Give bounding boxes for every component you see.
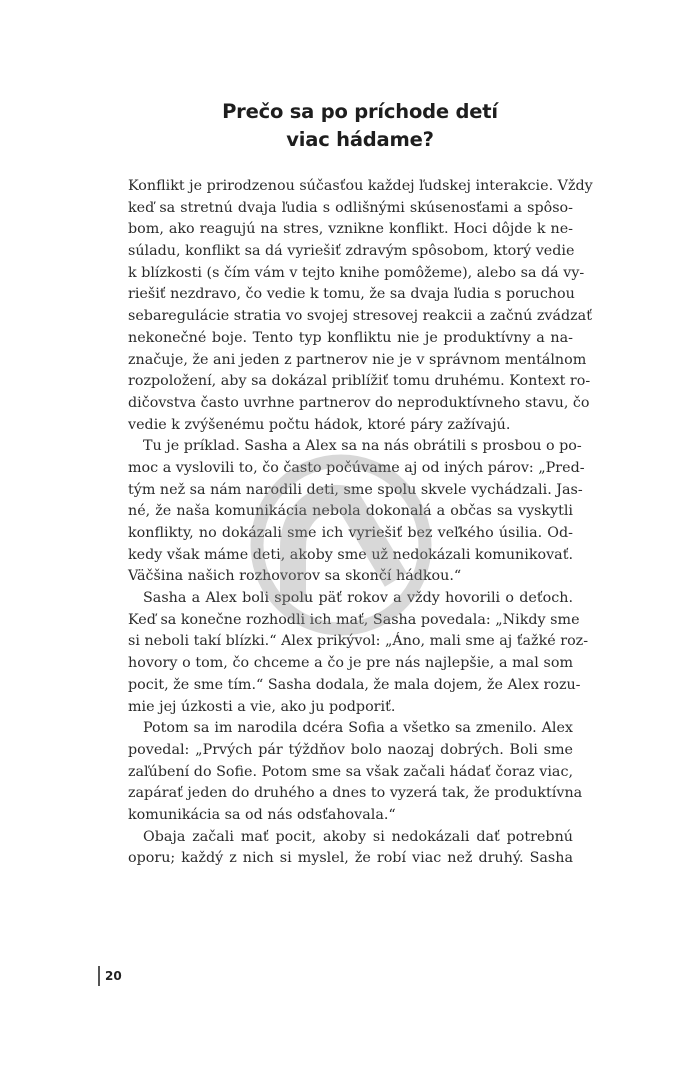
body-line: vedie k zvýšenému počtu hádok, ktoré páry zažívajú. — [128, 416, 511, 433]
body-line: nekonečné boje. Tento typ konfliktu nie je produktívny a na- — [128, 329, 573, 346]
body-line: povedal: „Prvých pár týždňov bolo naozaj dobrých. Boli sme — [128, 741, 573, 758]
body-line: Konflikt je prirodzenou súčasťou každej ľudskej interakcie. Vždy — [128, 178, 593, 194]
body-line: keď sa stretnú dvaja ľudia s odlišnými skúsenosťami a spôso- — [128, 199, 573, 216]
chapter-heading-line-1: Prečo sa po príchode detí — [222, 100, 498, 123]
body-line: sebaregulácie stratia vo svojej stresovej reakcii a začnú zvádzať — [128, 308, 592, 325]
body-line: si neboli takí blízki.“ Alex prikývol: „Áno, mali sme aj ťažké roz- — [128, 633, 589, 650]
body-line: kedy však máme deti, akoby sme už nedokázali komunikovať. — [128, 546, 573, 563]
body-line: riešiť nezdravo, čo vedie k tomu, že sa dvaja ľudia s poruchou — [128, 286, 575, 303]
body-line: k blízkosti (s čím vám v tejto knihe pomôžeme), alebo sa dá vy- — [128, 264, 585, 281]
chapter-heading — [100, 98, 620, 154]
body-line: Tu je príklad. Sasha a Alex sa na nás obrátili s prosbou o po- — [143, 438, 582, 455]
body-line: oporu; každý z nich si myslel, že robí viac než druhý. Sasha — [128, 850, 573, 867]
body-line: konflikty, no dokázali sme ich vyriešiť bez veľkého úsilia. Od- — [128, 525, 573, 541]
chapter-heading-line-2: viac hádame? — [286, 128, 434, 151]
body-line: zaľúbení do Sofie. Potom sme sa však začali hádať čoraz viac, — [128, 763, 573, 780]
body-line: bom, ako reagujú na stres, vznikne konflikt. Hoci dôjde k ne- — [128, 221, 573, 238]
body-line: pocit, že sme tím.“ Sasha dodala, že mala dojem, že Alex rozu- — [128, 676, 581, 693]
body-line: mie jej úzkosti a vie, ako ju podporiť. — [128, 698, 396, 715]
body-line: hovory o tom, čo chceme a čo je pre nás najlepšie, a mal som — [128, 655, 573, 672]
body-line: Sasha a Alex boli spolu päť rokov a vždy hovorili o deťoch. — [143, 590, 573, 607]
body-line: Keď sa konečne rozhodli ich mať, Sasha povedala: „Nikdy sme — [128, 611, 580, 628]
body-line: zapárať jeden do druhého a dnes to vyzerá tak, že produktívna — [128, 785, 583, 802]
body-text — [128, 176, 593, 870]
body-line: né, že naša komunikácia nebola dokonalá a občas sa vyskytli — [128, 503, 573, 520]
body-line: tým než sa nám narodili deti, sme spolu skvele vychádzali. Jas- — [128, 481, 583, 498]
body-line: značuje, že ani jeden z partnerov nie je v správnom mentálnom — [128, 351, 587, 368]
body-line: súladu, konflikt sa dá vyriešiť zdravým spôsobom, ktorý vedie — [128, 243, 575, 260]
body-line: rozpoložení, aby sa dokázal priblížiť tomu druhému. Kontext ro- — [128, 373, 591, 390]
body-line: Potom sa im narodila dcéra Sofia a všetko sa zmenilo. Alex — [143, 720, 573, 737]
body-line: Väčšina našich rozhovorov sa skončí hádkou.“ — [128, 568, 462, 585]
body-line: moc a vyslovili to, čo často počúvame aj od iných párov: „Pred- — [128, 459, 585, 476]
body-line: Obaja začali mať pocit, akoby si nedokázali dať potrebnú — [143, 828, 573, 845]
body-line: dičovstva často uvrhne partnerov do neproduktívneho stavu, čo — [128, 394, 590, 411]
page-number: 20 — [98, 966, 122, 986]
body-line: komunikácia sa od nás odsťahovala.“ — [128, 806, 396, 823]
